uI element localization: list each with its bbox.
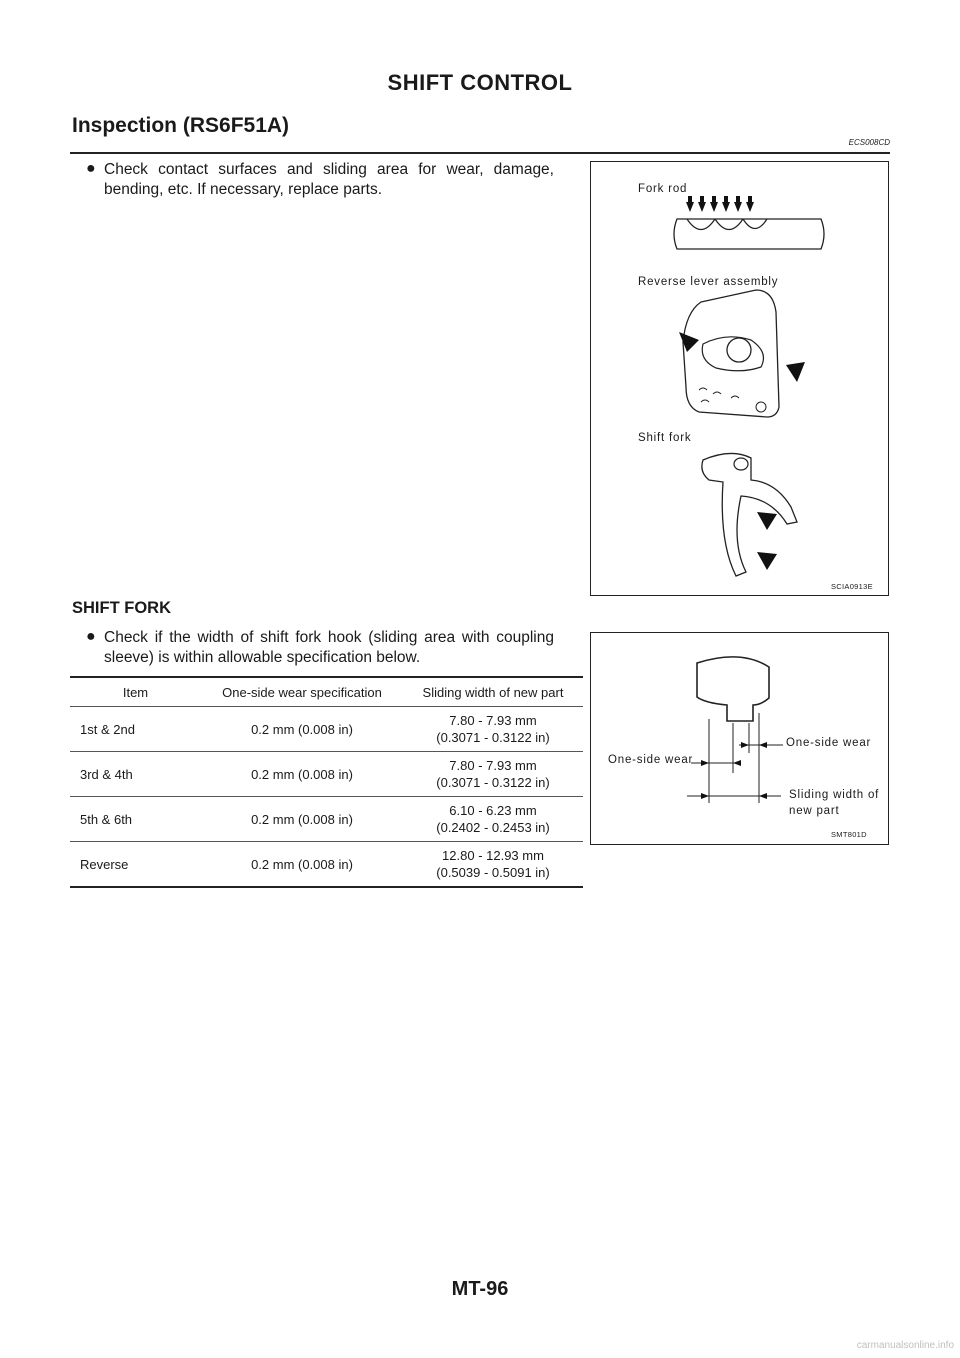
cell-item: 3rd & 4th — [70, 752, 201, 797]
intro-paragraph: Check contact surfaces and sliding area for wear, damage, bending, etc. If necessary, replace parts. — [104, 161, 554, 198]
table-row — [70, 842, 583, 888]
page-number: MT-96 — [451, 1278, 509, 1300]
cell-width — [403, 707, 583, 752]
table-row — [70, 707, 583, 752]
table-header-row — [70, 677, 583, 707]
watermark: carmanualsonline.info — [856, 1340, 954, 1351]
section-title: Inspection (RS6F51A) — [72, 114, 290, 137]
width-mm: 7.80 - 7.93 mm — [449, 758, 537, 773]
figure-sliding-width — [590, 632, 889, 845]
table-row — [70, 752, 583, 797]
cell-width — [403, 797, 583, 842]
label-shift-fork: Shift fork — [638, 432, 692, 444]
cell-item: Reverse — [70, 842, 201, 888]
figure-fork-inspection — [590, 161, 889, 596]
cell-width — [403, 842, 583, 888]
label-fork-rod: Fork rod — [638, 183, 688, 195]
table-row — [70, 797, 583, 842]
subheading-shift-fork: SHIFT FORK — [72, 599, 171, 617]
width-mm: 6.10 - 6.23 mm — [449, 803, 537, 818]
width-mm: 7.80 - 7.93 mm — [449, 713, 537, 728]
cell-wear: 0.2 mm (0.008 in) — [201, 842, 403, 888]
label-new-part: new part — [789, 805, 840, 817]
section-rule — [70, 152, 890, 154]
label-one-side-wear-right: One-side wear — [786, 737, 872, 749]
figure1-code: SCIA0913E — [831, 582, 873, 591]
column-header-item: Item — [70, 677, 201, 707]
label-sliding-width: Sliding width of — [789, 789, 880, 801]
cell-width — [403, 752, 583, 797]
width-in: (0.2402 - 0.2453 in) — [436, 820, 550, 835]
width-in: (0.3071 - 0.3122 in) — [436, 730, 550, 745]
label-one-side-wear-left: One-side wear — [608, 754, 694, 766]
column-header-wear: One-side wear specification — [201, 677, 403, 707]
bullet-icon: ● — [86, 628, 96, 645]
page-header-title: SHIFT CONTROL — [387, 70, 573, 95]
bullet-icon: ● — [86, 160, 96, 177]
shift-fork-paragraph: Check if the width of shift fork hook (sliding area with coupling sleeve) is within allowable specification below. — [104, 629, 554, 666]
section-code: ECS008CD — [848, 138, 890, 147]
label-reverse-lever: Reverse lever assembly — [638, 276, 779, 288]
cell-wear: 0.2 mm (0.008 in) — [201, 707, 403, 752]
fork-rod-illustration — [591, 162, 888, 595]
width-in: (0.5039 - 0.5091 in) — [436, 865, 550, 880]
cell-item: 5th & 6th — [70, 797, 201, 842]
width-in: (0.3071 - 0.3122 in) — [436, 775, 550, 790]
figure2-code: SMT801D — [831, 830, 867, 839]
column-header-width: Sliding width of new part — [403, 677, 583, 707]
cell-wear: 0.2 mm (0.008 in) — [201, 797, 403, 842]
specification-table — [70, 676, 583, 888]
cell-wear: 0.2 mm (0.008 in) — [201, 752, 403, 797]
cell-item: 1st & 2nd — [70, 707, 201, 752]
width-mm: 12.80 - 12.93 mm — [442, 848, 544, 863]
